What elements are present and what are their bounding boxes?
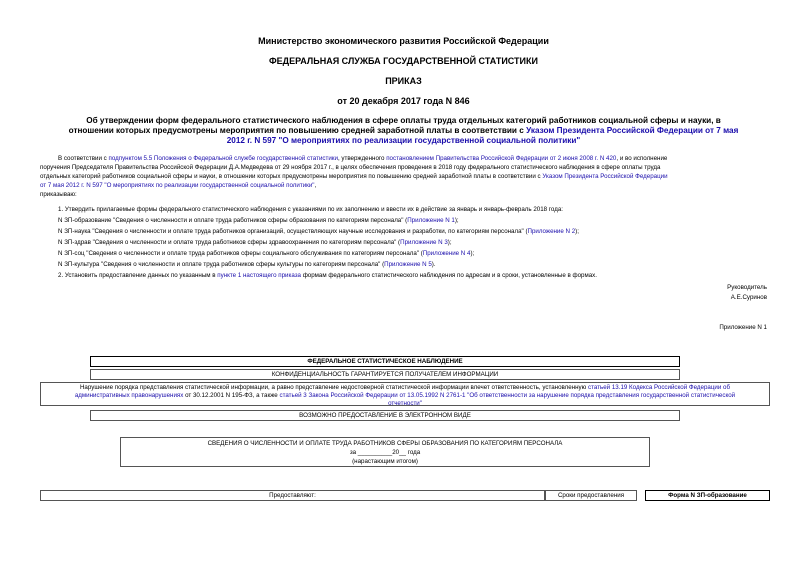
decree-link[interactable]: Указом Президента Российской Федерации [542,173,668,180]
item-1: 1. Утвердить прилагаемые формы федерального статистического наблюдения с указаниями по их заполнению и ввести их в действие за январь и январь-февраль 2018 года: [58,206,564,213]
order-word: приказываю: [40,191,77,198]
item-2: 2. Установить предоставление данных по указанным в пункте 1 настоящего приказа формам федерального статистического наблюдения по адресам и в сроки, установленные в формах. [58,272,597,279]
preamble-line-2: поручения Председателя Правительства Российской Федерации Д.А.Медведева от 29 ноября 2017 г., в целях обеспечения проведения в 2018 году федерального статистического наблюдения в сфере оплаты труда [40,164,661,171]
document-type: ПРИКАЗ [385,76,422,86]
presidential-decree-link-continued[interactable]: 2012 г. N 597 "О мероприятиях по реализации государственной социальной политики" [226,136,581,145]
statistics-law-link-continued[interactable]: отчетности" [388,400,422,407]
item-1-link[interactable]: пункте 1 настоящего приказа [217,272,301,279]
decree-link-continued[interactable]: от 7 мая 2012 г. N 597 "О мероприятиях по реализации государственной социальной политики" [40,182,315,189]
form-header-confidential: КОНФИДЕНЦИАЛЬНОСТЬ ГАРАНТИРУЕТСЯ ПОЛУЧАТЕЛЕМ ИНФОРМАЦИИ [90,369,680,380]
title-line-2: отношении которых предусмотрены мероприятия по повышению средней заработной платы в соответствии с Указом Президента Российской Федерации от 7 мая [68,126,739,135]
regulation-link[interactable]: подпунктом 5.5 Положения о Федеральной службе государственной статистики [108,155,338,162]
appendix-5-link[interactable]: Приложение N 5 [384,261,432,268]
presidential-decree-link[interactable]: Указом Президента Российской Федерации от 7 мая [526,126,739,135]
form-report-title-box [120,437,650,467]
preamble-line-3: отдельных категорий работников социальной сферы и науки, в отношении которых предусмотрены мероприятия по повышению средней заработной платы в соответствии с Указом Президента Российской Федерации [40,173,668,180]
form-5-line: N ЗП-культура "Сведения о численности и оплате труда работников сферы культуры по категориям персонала" (Приложение N 5). [58,261,436,268]
appendix-3-link[interactable]: Приложение N 3 [400,239,448,246]
document-date-number: от 20 декабря 2017 года N 846 [337,96,470,106]
service-name: ФЕДЕРАЛЬНАЯ СЛУЖБА ГОСУДАРСТВЕННОЙ СТАТИСТИКИ [269,56,538,66]
document-title [0,116,807,146]
appendix-1-link[interactable]: Приложение N 1 [407,217,455,224]
statistics-law-link[interactable]: статьей 3 Закона Российской Федерации от 13.05.1992 N 2761-1 "Об ответственности за нарушение порядка представления государственной статистической [279,392,736,399]
signatory-role: Руководитель [727,284,767,291]
report-period: за __________20__ года [349,449,421,456]
title-line-1: Об утверждении форм федерального статистического наблюдения в сфере оплаты труда отдельных категорий работников социальной сферы и науки, в [86,116,721,125]
form-electronic-note: ВОЗМОЖНО ПРЕДОСТАВЛЕНИЕ В ЭЛЕКТРОННОМ ВИДЕ [90,410,680,421]
form-3-line: N ЗП-здрав "Сведения о численности и оплате труда работников сферы здравоохранения по категориям персонала" (Приложение N 3); [58,239,452,246]
preamble-line-1: В соответствии с подпунктом 5.5 Положения о Федеральной службе государственной статистики, утвержденного постановлением Правительства Российской Федерации от 2 июня 2008 г. N 420, и во исполнение [58,155,668,162]
preamble-line-4: от 7 мая 2012 г. N 597 "О мероприятиях по реализации государственной социальной политики", [40,182,317,189]
form-4-line: N ЗП-соц "Сведения о численности и оплате труда работников сферы социального обслуживания по категориям персонала" (Приложение N 4); [58,250,475,257]
report-title: СВЕДЕНИЯ О ЧИСЛЕННОСТИ И ОПЛАТЕ ТРУДА РАБОТНИКОВ СФЕРЫ ОБРАЗОВАНИЯ ПО КАТЕГОРИЯМ ПЕРСОНАЛА [207,440,563,447]
appendix-label: Приложение N 1 [719,324,767,331]
column-form-id: Форма N ЗП-образование [645,490,770,501]
appendix-4-link[interactable]: Приложение N 4 [422,250,471,257]
column-deadline: Сроки предоставления [545,490,637,501]
ministry-name: Министерство экономического развития Российской Федерации [258,36,549,46]
admin-code-link-continued[interactable]: административных правонарушениях [74,392,184,399]
admin-code-link[interactable]: статьей 13.19 Кодекса Российской Федерации об [588,384,731,391]
form-2-line: N ЗП-наука "Сведения о численности и оплате труда работников организаций, осуществляющих научные исследования и разработки, по категориям персонала" (Приложение N 2); [58,228,579,235]
signatory-name: А.Е.Суринов [730,294,767,301]
government-resolution-link[interactable]: постановлением Правительства Российской Федерации от 2 июня 2008 г. N 420 [386,155,617,162]
form-header-federal: ФЕДЕРАЛЬНОЕ СТАТИСТИЧЕСКОЕ НАБЛЮДЕНИЕ [90,356,680,367]
form-1-line: N ЗП-образование "Сведения о численности и оплате труда работников сферы образования по категориям персонала" (Приложение N 1); [58,217,459,224]
column-provide: Предоставляют: [40,490,545,501]
form-warning: Нарушение порядка представления статистической информации, а равно представление недостоверной статистической информации влечет ответственность, установленную статьей 13.19 Кодекса Российской Федерации об административных правонарушениях от 30.12.2001 N 195-ФЗ, а также статьей 3 Закона Российской Федерации от 13.05.1992 N 2761-1 "Об ответственности за нарушение порядка представления государственной статистической отчетности" [40,382,770,406]
report-cumulative: (нарастающим итогом) [352,458,418,465]
appendix-2-link[interactable]: Приложение N 2 [527,228,576,235]
